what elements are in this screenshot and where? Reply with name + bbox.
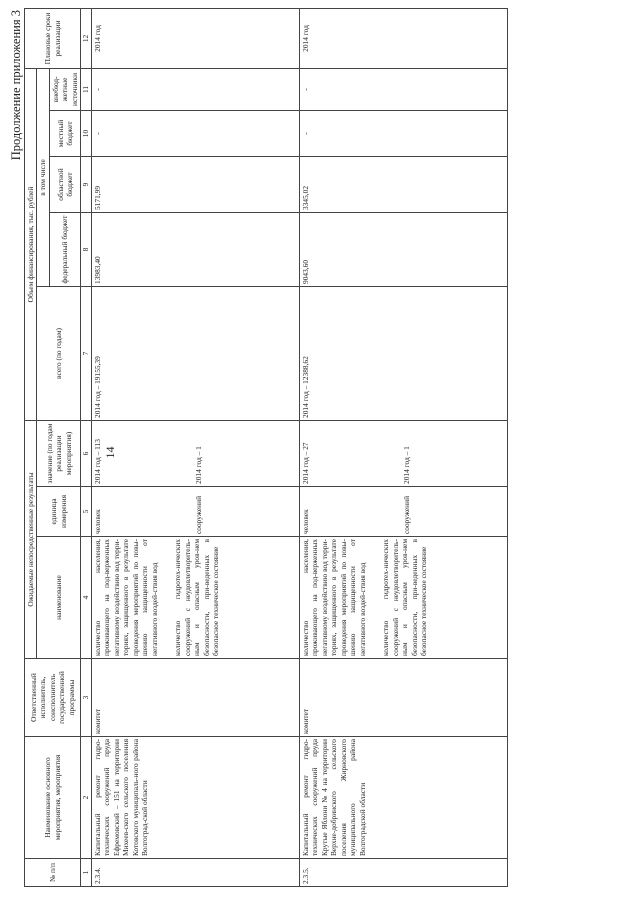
col-num: 5	[81, 487, 91, 537]
row-terms: 2014 год	[299, 8, 507, 68]
header-regional: областной бюджет	[49, 157, 80, 213]
header-extra: внебюд-жетные источники	[49, 68, 80, 110]
row-units	[299, 487, 507, 537]
header-result-value: значение (по годам реализации мероприятия)	[37, 421, 81, 487]
row-regional: 5171,99	[91, 157, 299, 213]
row-values	[91, 421, 299, 487]
row-executor: комитет	[299, 659, 507, 737]
header-measure-name: Наименование основного мероприятия, мероприятия	[25, 737, 81, 859]
indicator-text: количество населения, проживающего на под-верженных негативному воздействию вод терри-ториях, защищенного в результате проведения мероприятий по повы-шению защищенности от негативного воздей-ствия вод	[300, 539, 367, 656]
row-federal: 13983,40	[91, 213, 299, 287]
header-including: в том числе	[37, 68, 49, 286]
measure-name-text: Капитальный ремонт гидро-технических сооружений пруда Ефремовский – 151 на территории Михеев-ского сельского поселения Котовского муниципаль-ного района Волгоград-ской области	[92, 739, 150, 856]
row-local: -	[299, 111, 507, 157]
value-text: 2014 год – 1	[402, 446, 412, 484]
col-num: 12	[81, 8, 91, 68]
row-executor: комитет	[91, 659, 299, 737]
row-measure-name	[91, 737, 299, 859]
header-result-unit: единица измерения	[37, 487, 81, 537]
measures-table	[24, 8, 508, 887]
header-executor: Ответственный исполнитель, соисполнитель государственной программы	[25, 659, 81, 737]
header-no: № п/п	[25, 859, 81, 887]
unit-text: человек	[92, 509, 102, 534]
value-text: 2014 год – 113	[92, 439, 102, 484]
header-local: местный бюджет	[49, 111, 80, 157]
column-number-row	[81, 8, 91, 886]
indicator-text: количество гидротех-нических сооружений с неудовлетворитель-ным и опасным уров-нем безопасности, при-веденных в безопасное техническое состояние	[381, 539, 428, 656]
measure-name-text: Капитальный ремонт гидро-технических сооружений пруда Крутые Яблони № 4 на территории Верхне-добринского сельского поселения Жирновского муниципального района Волгоградской области	[300, 739, 367, 856]
col-num: 2	[81, 737, 91, 859]
row-total: 2014 год – 19155,39	[91, 287, 299, 421]
table-row	[91, 8, 299, 886]
col-num: 9	[81, 157, 91, 213]
unit-text: сооружений	[402, 495, 412, 534]
col-num: 10	[81, 111, 91, 157]
unit-text: сооружений	[194, 495, 204, 534]
header-result-name: наименование	[37, 537, 81, 659]
value-text: 2014 год – 1	[194, 446, 204, 484]
header-funding: Объем финансирования, тыс. рублей	[25, 68, 37, 420]
row-extra: -	[91, 68, 299, 110]
value-text: 2014 год – 27	[300, 442, 310, 484]
col-num: 3	[81, 659, 91, 737]
col-num: 1	[81, 859, 91, 887]
row-regional: 3345,02	[299, 157, 507, 213]
row-total: 2014 год – 12388,62	[299, 287, 507, 421]
row-no: 2.3.4.	[91, 859, 299, 887]
row-units	[91, 487, 299, 537]
header-row-1	[25, 8, 37, 886]
header-terms: Плановые сроки реализации	[25, 8, 81, 68]
col-num: 8	[81, 213, 91, 287]
indicator-text: количество населения, проживающего на под-верженных негативному воздействию вод терри-ториях, защищенного в результате проведения мероприятий по повы-шению защищенности от негативного воздей-ствия вод	[92, 539, 159, 656]
col-num: 4	[81, 537, 91, 659]
row-no: 2.3.5.	[299, 859, 507, 887]
unit-text: человек	[300, 509, 310, 534]
continuation-title: Продолжение приложения 3	[9, 10, 23, 161]
row-extra: -	[299, 68, 507, 110]
col-num: 11	[81, 68, 91, 110]
header-total: всего (по годам)	[37, 287, 81, 421]
row-values	[299, 421, 507, 487]
row-local: -	[91, 111, 299, 157]
row-federal: 9043,60	[299, 213, 507, 287]
indicator-text: количество гидротех-нических сооружений с неудовлетворитель-ным и опасным уров-нем безопасности, при-веденных в безопасное техническое состояние	[173, 539, 220, 656]
header-federal: федеральный бюджет	[49, 213, 80, 287]
header-expected-results: Ожидаемые непосредственные результаты	[25, 421, 37, 659]
row-indicators	[299, 537, 507, 659]
col-num: 7	[81, 287, 91, 421]
row-indicators	[91, 537, 299, 659]
row-measure-name	[299, 737, 507, 859]
table-row	[299, 8, 507, 886]
row-terms: 2014 год	[91, 8, 299, 68]
page-number: 14	[103, 446, 117, 459]
col-num: 6	[81, 421, 91, 487]
